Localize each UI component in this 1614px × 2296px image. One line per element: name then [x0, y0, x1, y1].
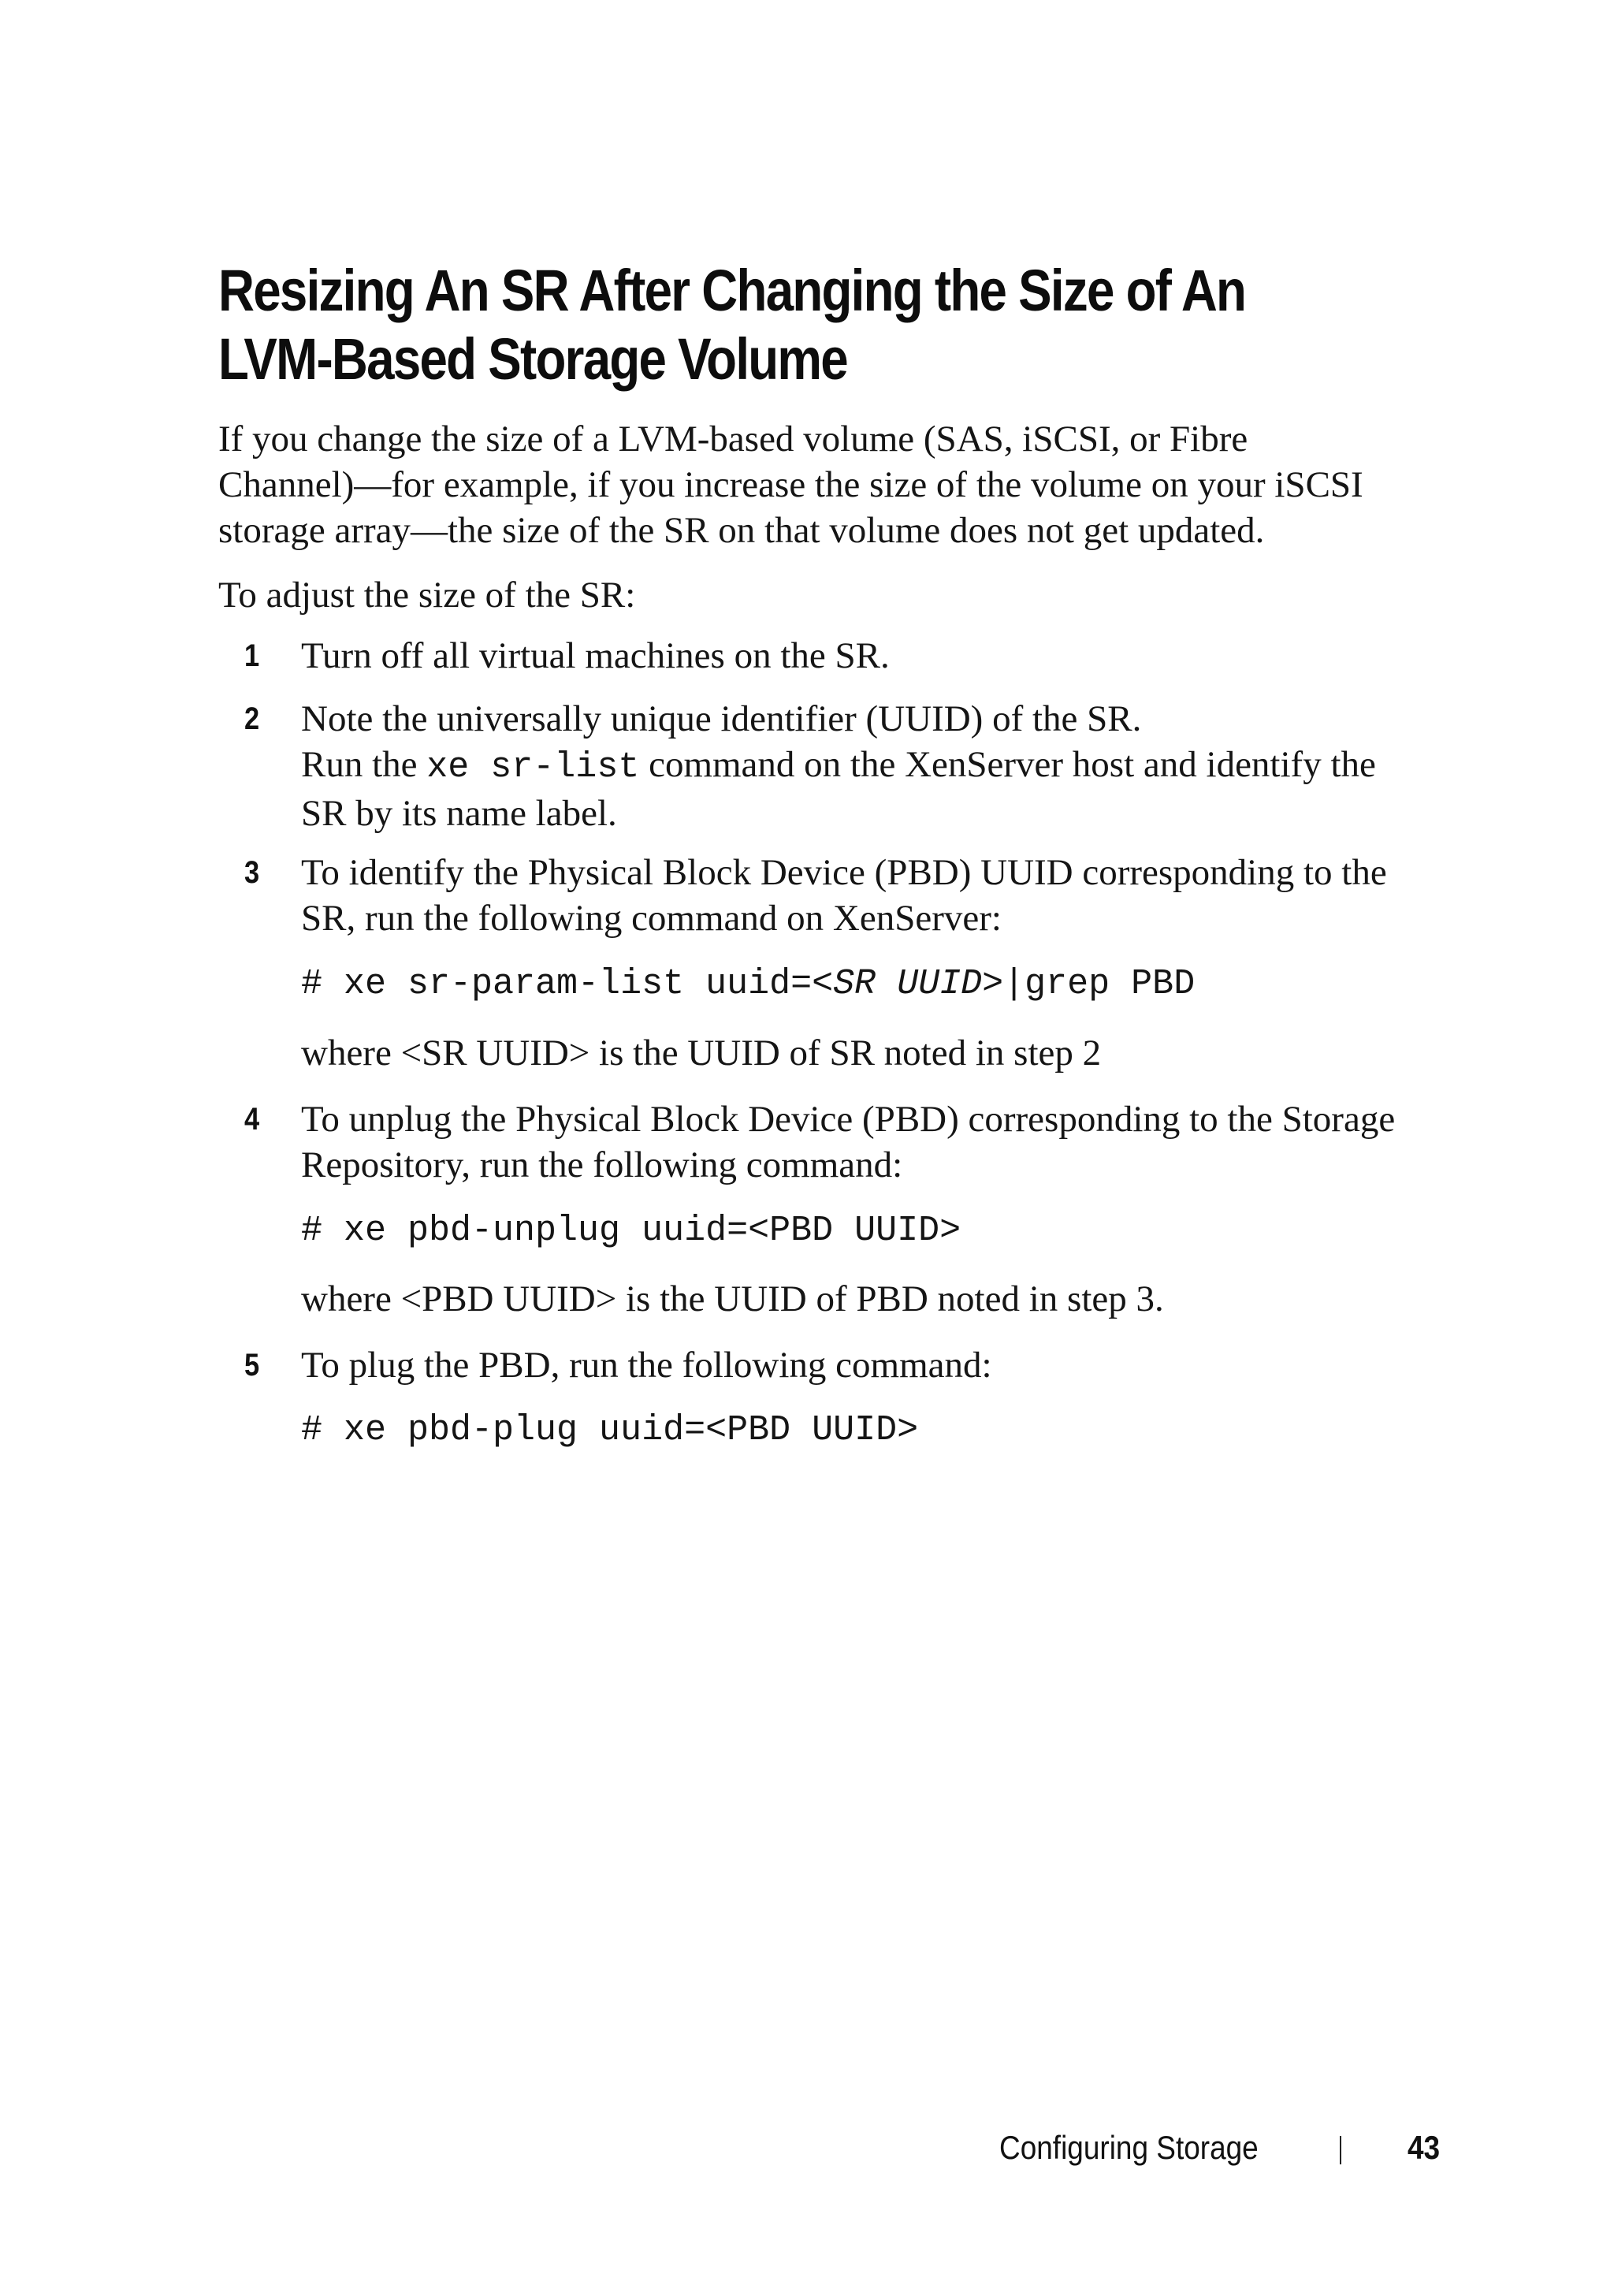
step-5-text: To plug the PBD, run the following command:: [301, 1345, 992, 1386]
step-4-line-2: Repository, run the following command:: [301, 1144, 903, 1185]
step-number-3: 3: [244, 855, 260, 890]
section-heading: [218, 256, 1276, 393]
step-number-2: 2: [244, 701, 260, 736]
step-3-text: [301, 850, 1467, 941]
command-pbd-plug: # xe pbd-plug uuid=<PBD UUID>: [301, 1410, 919, 1450]
step-2-line-2-pre: Run the: [301, 744, 427, 785]
step-number-4: 4: [244, 1102, 260, 1137]
intro-lead-in: To adjust the size of the SR:: [218, 575, 636, 616]
intro-paragraph: [218, 416, 1463, 553]
step-4-text: [301, 1096, 1467, 1188]
step-2-line-1: Note the universally unique identifier (UUID) of the SR.: [301, 698, 1142, 739]
intro-line: If you change the size of a LVM-based volume (SAS, iSCSI, or Fibre: [218, 419, 1248, 460]
heading-line-2: LVM-Based Storage Volume: [218, 326, 847, 392]
step-1-text: Turn off all virtual machines on the SR.: [301, 635, 890, 676]
intro-line: storage array—the size of the SR on that volume does not get updated.: [218, 510, 1265, 551]
inline-command-sr-list: xe sr-list: [426, 747, 640, 787]
command-pbd-unplug: # xe pbd-unplug uuid=<PBD UUID>: [301, 1211, 961, 1251]
step-3-note: where <SR UUID> is the UUID of SR noted in step 2: [301, 1033, 1102, 1074]
step-2-line-3: SR by its name label.: [301, 793, 617, 834]
step-2-text: [301, 696, 1467, 836]
command-sr-param-list: [301, 962, 1467, 1007]
page-number: 43: [1408, 2129, 1441, 2166]
command-part: |grep PBD: [1003, 964, 1196, 1004]
step-2-line-2-post: command on the XenServer host and identify the: [639, 744, 1376, 785]
step-3-line-1: To identify the Physical Block Device (PBD) UUID corresponding to the: [301, 852, 1387, 893]
footer-separator: [1340, 2136, 1341, 2164]
step-number-5: 5: [244, 1348, 260, 1382]
heading-line-1: Resizing An SR After Changing the Size of An: [218, 258, 1246, 323]
step-number-1: 1: [244, 638, 260, 673]
intro-line: Channel)—for example, if you increase the size of the volume on your iSCSI: [218, 464, 1363, 505]
step-3-line-2: SR, run the following command on XenServer:: [301, 898, 1002, 939]
footer-section-title: Configuring Storage: [999, 2129, 1259, 2166]
step-4-note: where <PBD UUID> is the UUID of PBD noted in step 3.: [301, 1278, 1164, 1319]
step-4-line-1: To unplug the Physical Block Device (PBD) corresponding to the Storage: [301, 1099, 1396, 1140]
command-part: # xe sr-param-list uuid=: [301, 964, 813, 1004]
command-placeholder-sr-uuid: <SR UUID>: [812, 964, 1004, 1004]
